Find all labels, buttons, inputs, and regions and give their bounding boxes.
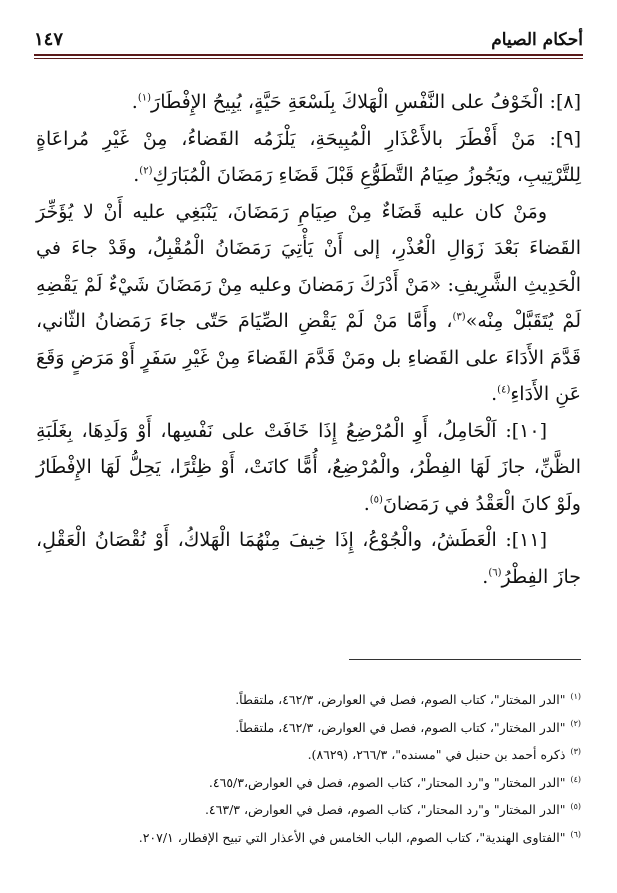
footnote-5: $^{(٥)}$"الدر المختار" و"رد المحتار"، كتاب الصوم، فصل في العوارض، ٤٦٣/٣. (204, 802, 581, 818)
footnote-ref-5: (٥) (369, 494, 383, 506)
page-header (34, 22, 583, 50)
paragraph-10: [١٠]: اَلْحَامِلُ، أَوِ الْمُرْضِعُ إِذَا خَافَتْ على نَفْسِها، أَوْ وَلَدِهَا، بِغَلَبَةِ الظَّنِّ، جازَ لَهَا الفِطْرُ، والْمُرْضِعُ، أُمًّا كانَتْ، أَوْ ظِئْرًا، يَحِلُّ لَهَا الإِفْطَارُ ولَوْ كانَ الْعَقْدُ في رَمَضانَ$^{(٥)}$. (36, 419, 581, 515)
footnote-separator (349, 659, 581, 660)
footnote-ref-3: (٣) (452, 311, 466, 323)
footnotes (30, 686, 581, 852)
main-text (36, 84, 581, 595)
footnote-ref-4: (٤) (497, 384, 511, 396)
footnote-4: $^{(٤)}$"الدر المختار" و"رد المحتار"، كتاب الصوم، فصل في العوارض،٤٦٥/٣. (208, 774, 581, 790)
footnote-2: $^{(٢)}$"الدر المختار"، كتاب الصوم، فصل في العوارض، ٤٦٢/٣، ملتقطاً. (235, 719, 581, 735)
footnote-1: $^{(١)}$"الدر المختار"، كتاب الصوم، فصل في العوارض، ٤٦٢/٣، ملتقطاً. (235, 691, 581, 707)
running-title: أحكام الصيام (491, 30, 583, 50)
paragraph-8: [٨]: الْخَوْفُ على النَّفْسِ الْهَلاكَ بِلَسْعَةِ حَيَّةٍ، يُبِيحُ الإِفْطَارَ$^{(١)}$. (131, 91, 581, 113)
paragraph-9: [٩]: مَنْ أَفْطَرَ بالأَعْذَارِ الْمُبِيحَةِ، يَلْزَمُه القَضاءُ، مِنْ غَيْرِ مُراعَاةٍ لِلتَّرْتِيبِ، ويَجُوزُ صِيَامُ التَّطَوُّعِ قَبْلَ قَضَاءِ رَمَضَانَ الْمُبَارَكِ$^{(٢)}$. (36, 127, 581, 186)
footnote-3: $^{(٣)}$ذكره أحمد بن حنبل في "مسنده"، ٢٦٦/٣، (٨٦٢٩). (307, 747, 581, 763)
paragraph-11: [١١]: الْعَطَشُ، والْجُوْعُ، إِذَا خِيفَ مِنْهُمَا الْهَلاكُ، أَوْ نُقْصَانُ الْعَقْلِ، جازَ الفِطْرُ$^{(٦)}$. (36, 529, 581, 588)
header-rule-thin (34, 58, 583, 59)
header-rule-thick (34, 54, 583, 56)
paragraph-9-continued: ومَنْ كان عليه قَضَاءٌ مِنْ صِيَامِ رَمَضَانَ، يَنْبَغِي عليه أَنْ لا يُؤَخِّرَ القَضاءَ بَعْدَ زَوَالِ الْعُذْرِ، إلى أَنْ يَأْتِيَ رَمَضَانُ الْمُقْبِلُ، وقَدْ جاءَ في الْحَدِيثِ الشَّرِيفِ: «مَنْ أَدْرَكَ رَمَضانَ وعليه مِنْ رَمَضَانَ شَيْءٌ لَمْ يَقْضِهِ لَمْ يُتَقَبَّلْ مِنْه»$^{(٣)}$، وأَمَّا مَنْ لَمْ يَقْضِ الصِّيَامَ حَتّى جاءَ رَمَضانُ الثّاني، قَدَّمَ الأَدَاءَ على القَضاءِ بل ومَنْ قَدَّمَ القَضاءَ مِنْ غَيْرِ سَفَرٍ أَوْ مَرَضٍ وَقَعَ عَنِ الأَدَاءِ$^{(٤)}$. (36, 200, 581, 405)
page-number: ١٤٧ (34, 29, 64, 50)
footnote-6: $^{(٦)}$"الفتاوى الهندية"، كتاب الصوم، الباب الخامس في الأعذار التي تبيح الإفطار، ٢٠٧/١. (138, 829, 581, 845)
footnote-ref-2: (٢) (139, 165, 153, 177)
footnote-ref-1: (١) (137, 92, 152, 104)
footnote-ref-6: (٦) (488, 567, 502, 579)
